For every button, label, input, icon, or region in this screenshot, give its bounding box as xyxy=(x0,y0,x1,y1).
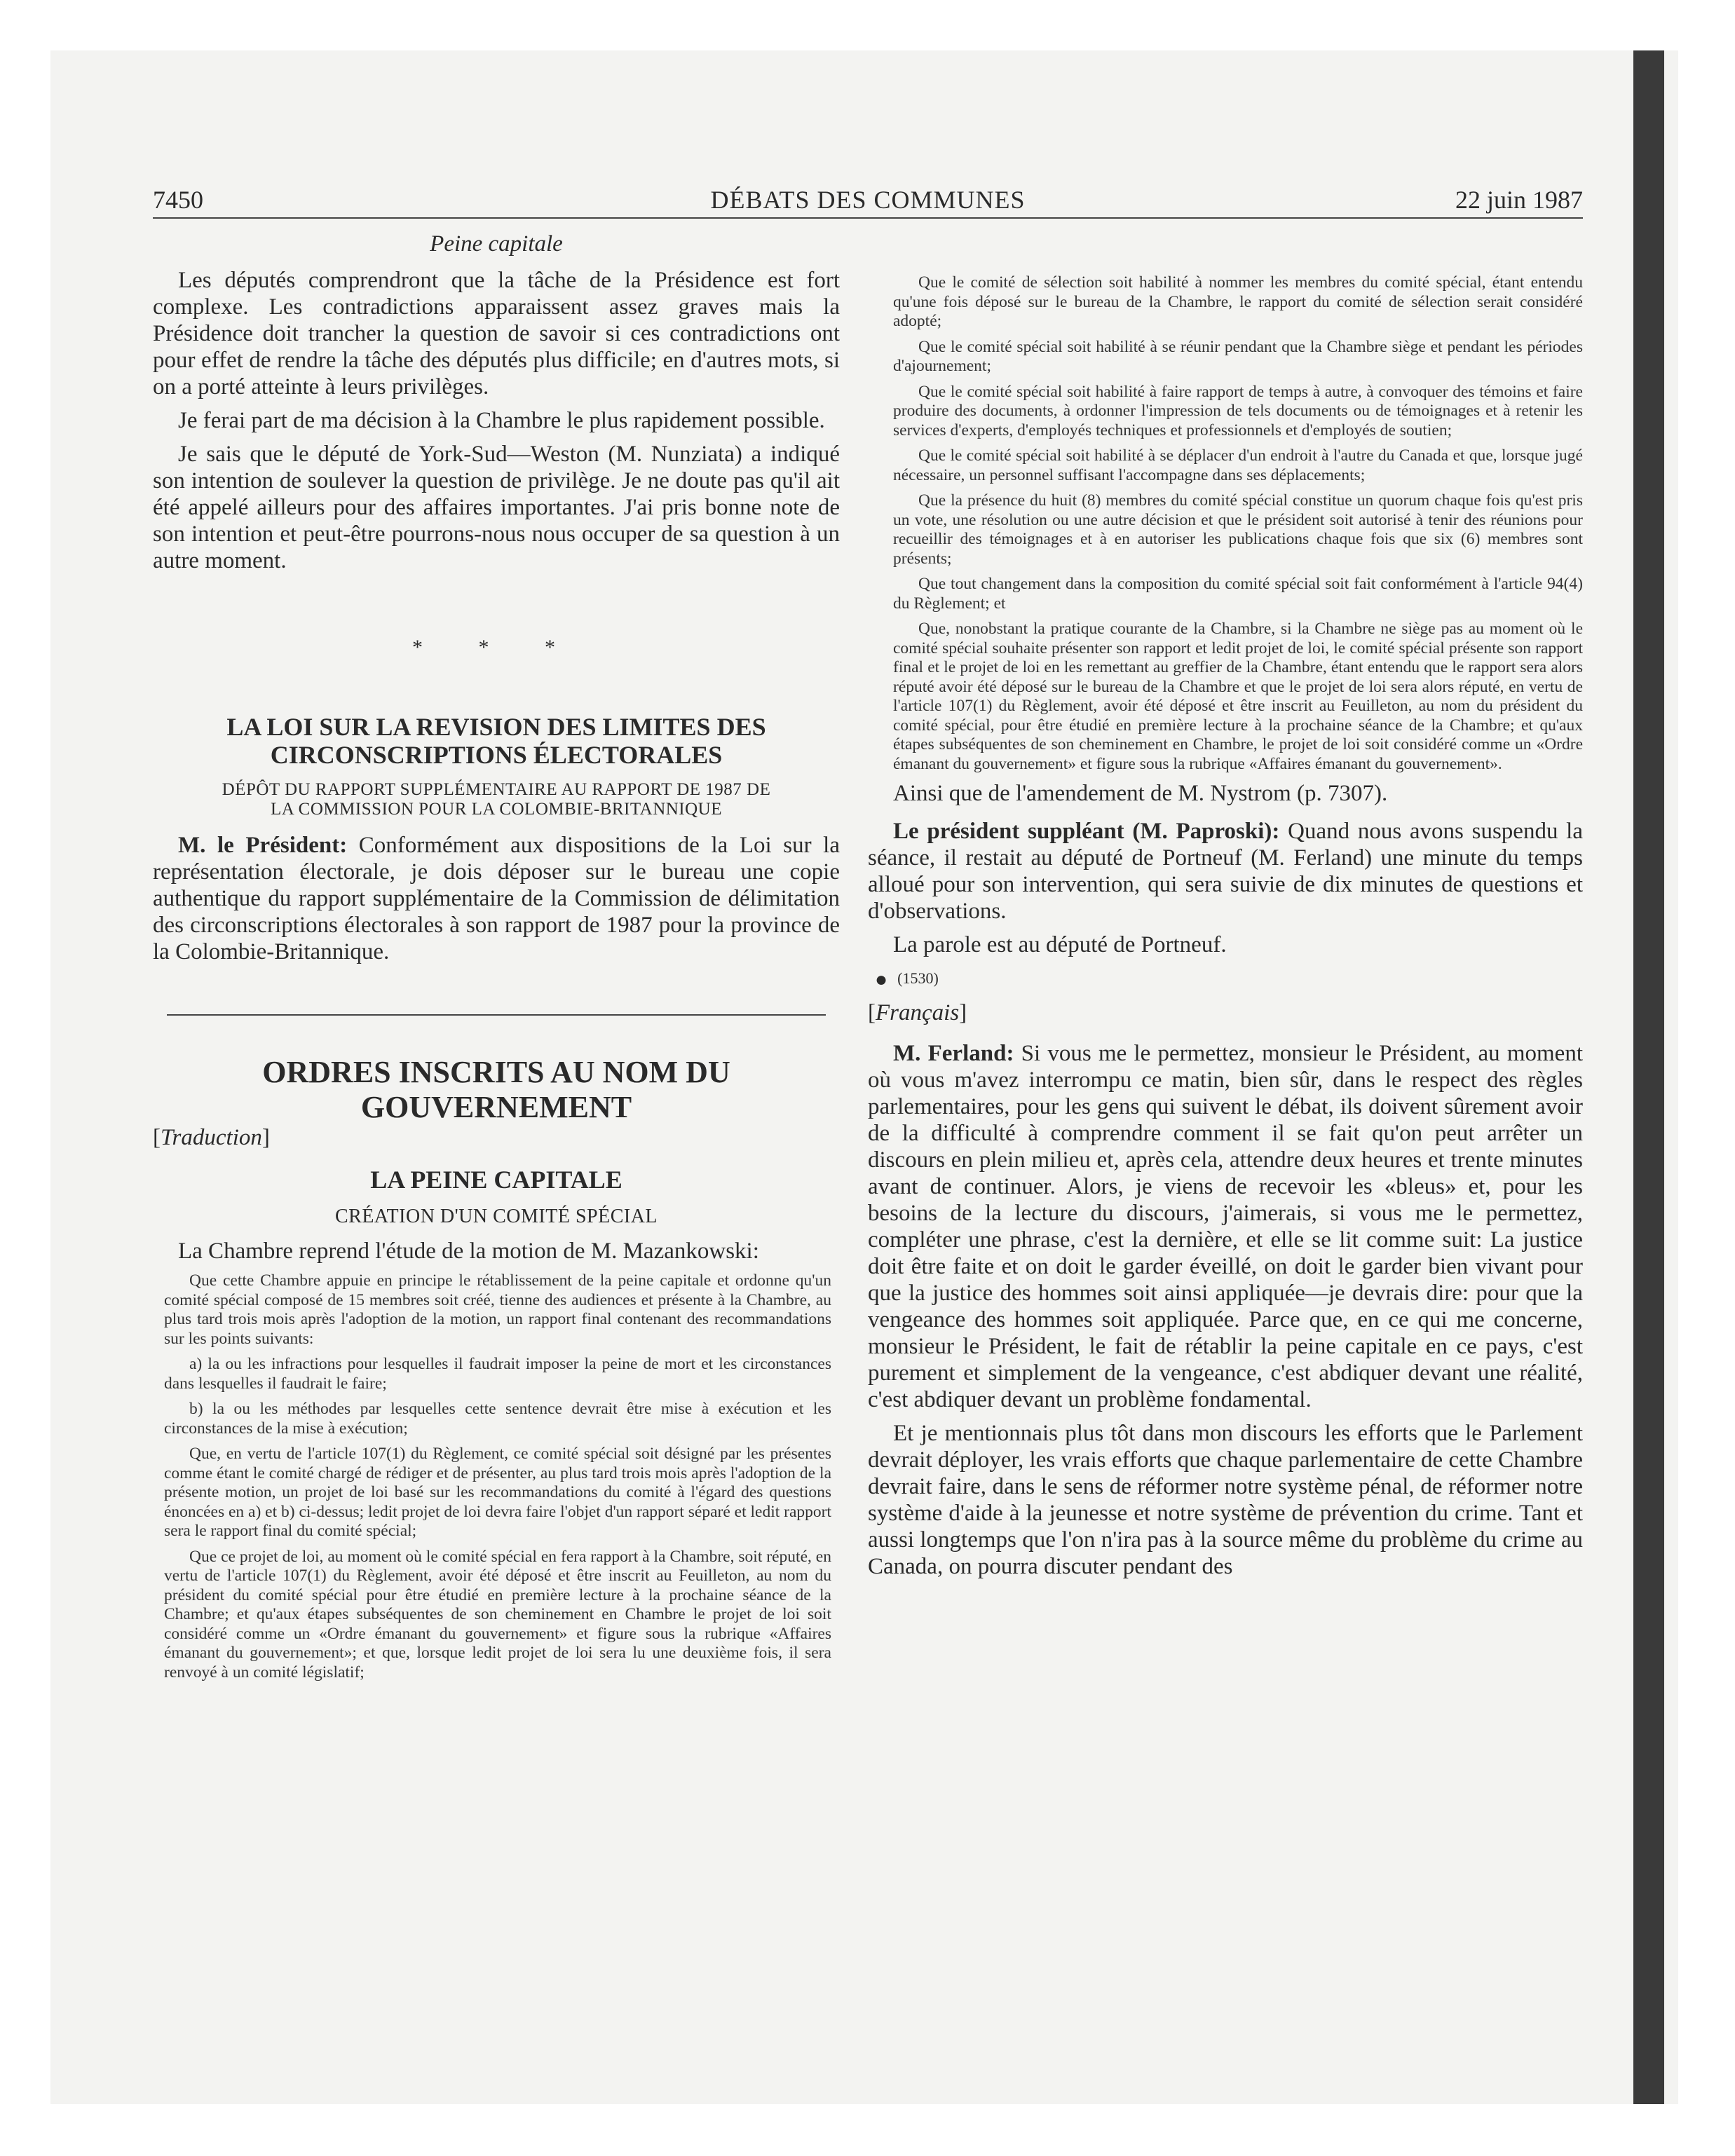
paragraph: Je sais que le député de York-Sud—Weston (M. Nunziata) a indiqué son intention de soulever la question de privilège. Je ne doute pas qu'il ait été appelé ailleurs pour des affaires importantes. J'ai pris bonne note de son intention et peut-être pourrons-nous nous occuper de sa question à un autre moment. xyxy=(153,442,840,573)
motion-clause: Que, nonobstant la pratique courante de la Chambre, si la Chambre ne siège pas au moment où le comité spécial souhaite présenter son rapport et ledit projet de loi, le comité spécial présente son rapport final et le projet de loi en les remettant au greffier de la Chambre, étant entendu que le rapport sera alors réputé avoir été déposé sur le bureau de la Chambre et que le projet de loi sera alors réputé, en vertu de l'article 107(1) du Règlement, avoir été déposé et être inscrit au Feuilleton, au nom du président du comité spécial, pour être étudié en première lecture à la prochaine séance de la Chambre; et qu'aux étapes subséquentes de son cheminement en Chambre, le projet de loi soit considéré comme un «Ordre émanant du gouvernement» et figure sous la rubrique «Affaires émanant du gouvernement». xyxy=(893,620,1583,773)
speech-text: Quand nous avons suspendu la séance, il restait au député de Portneuf (M. Ferland) une minute du temps alloué pour son intervention, qui sera suivie de dix minutes de questions et d'observations. xyxy=(868,819,1583,924)
journal-title: DÉBATS DES COMMUNES xyxy=(710,186,1026,214)
motion-clause: Que ce projet de loi, au moment où le comité spécial en fera rapport à la Chambre, soit réputé, en vertu de l'article 107(1) du Règlement, avoir été déposé et être inscrit au Feuilleton, au nom du président du comité spécial pour être étudié en première lecture à la prochaine séance de la Chambre; et qu'aux étapes subséquentes de son cheminement en Chambre le projet de loi soit considéré comme un «Ordre émanant du gouvernement» et figure sous la rubrique «Affaires émanant du gouvernement»; et que, lorsque ledit projet de loi sera lu une deuxième fois, il sera renvoyé à un comité législatif; xyxy=(164,1547,831,1681)
motion-clause: Que la présence du huit (8) membres du comité spécial constitue un quorum chaque fois qu'est pris un vote, une résolution ou une autre décision et que le président soit autorisé à tenir des réunions pour recueillir des témoignages et à en autoriser les publications chaque fois que six (6) membres sont présents; xyxy=(893,491,1583,568)
paragraph: La Chambre reprend l'étude de la motion de M. Mazankowski: xyxy=(178,1239,759,1264)
section-subheading: CRÉATION D'UN COMITÉ SPÉCIAL xyxy=(334,1206,658,1227)
time-marker: ● (1530) xyxy=(875,968,939,991)
paragraph: Et je mentionnais plus tôt dans mon discours les efforts que le Parlement devrait déployer, les vrais efforts que chaque parlementaire de cette Chambre devrait faire, dans le sens de réformer notre système pénal, de réformer notre système d'aide à la jeunesse et notre système de prévention du crime. Tant et aussi longtemps que l'on n'ira pas à la source même du problème du crime au Canada, on pourra discuter pendant des xyxy=(868,1421,1583,1579)
page-header xyxy=(153,184,1583,219)
motion-clause: Que tout changement dans la composition du comité spécial soit fait conformément à l'article 94(4) du Règlement; et xyxy=(893,575,1583,613)
speech-paragraph xyxy=(868,818,1583,925)
bullet-icon: ● xyxy=(875,968,888,991)
motion-clause: a) la ou les infractions pour lesquelles il faudrait imposer la peine de mort et les circonstances dans lesquelles il faudrait le faire; xyxy=(164,1355,831,1393)
speaker-name: Le président suppléant (M. Paproski): xyxy=(893,819,1280,844)
speaker-name: M. le Président: xyxy=(178,833,348,858)
subrubric-line-1: DÉPÔT DU RAPPORT SUPPLÉMENTAIRE AU RAPPORT DE 1987 DE xyxy=(222,780,771,799)
motion-clause: Que, en vertu de l'article 107(1) du Règlement, ce comité spécial soit désigné par les présentes comme étant le comité chargé de rédiger et de présenter, au plus tard trois mois après l'adoption de la présente motion, un projet de loi basé sur les recommandations du comité à l'égard des questions énoncées en a) et b) ci-dessus; ledit projet de loi devra faire l'objet d'un rapport séparé et ledit rapport sera le rapport final du comité spécial; xyxy=(164,1445,832,1540)
speech-paragraph xyxy=(868,1040,1583,1413)
issue-date: 22 juin 1987 xyxy=(1455,186,1583,214)
motion-clause: Que le comité spécial soit habilité à se déplacer d'un endroit à l'autre du Canada et que, lorsque jugé nécessaire, un personnel suffisant l'accompagne dans ses déplacements; xyxy=(893,446,1583,484)
motion-text xyxy=(153,1271,840,1682)
orders-heading-line-1: ORDRES INSCRITS AU NOM DU xyxy=(262,1055,730,1089)
running-head: Peine capitale xyxy=(430,231,563,257)
motion-clause: Que le comité de sélection soit habilité à nommer les membres du comité spécial, étant entendu qu'une fois déposé sur le bureau de la Chambre, le rapport du comité de sélection serait considéré adopté; xyxy=(893,273,1583,330)
language-tag: [Traduction] xyxy=(153,1125,270,1150)
right-column xyxy=(868,228,1583,1587)
left-column xyxy=(153,228,840,1688)
paragraph: Les députés comprendront que la tâche de la Présidence est fort complexe. Les contradictions apparaissent assez graves mais la Présidence doit trancher la question de savoir si ces contradictions ont pour effet de rendre la tâche des députés plus difficile; en d'autres mots, si on a porté atteinte à leurs privilèges. xyxy=(153,268,840,400)
rubric-title-line-2: CIRCONSCRIPTIONS ÉLECTORALES xyxy=(270,741,723,769)
motion-clause: Que le comité spécial soit habilité à se réunir pendant que la Chambre siège et pendant les périodes d'ajournement; xyxy=(893,337,1583,375)
motion-clause: b) la ou les méthodes par lesquelles cette sentence devrait être mise à exécution et les circonstances de la mise à exécution; xyxy=(164,1400,831,1438)
section-separator: * * * xyxy=(412,636,580,659)
paragraph: La parole est au député de Portneuf. xyxy=(893,932,1227,957)
rubric-title-line-1: LA LOI SUR LA REVISION DES LIMITES DES xyxy=(226,713,766,741)
subrubric xyxy=(153,780,840,819)
orders-heading-line-2: GOUVERNEMENT xyxy=(360,1090,632,1124)
motion-clause: Que le comité spécial soit habilité à faire rapport de temps à autre, à convoquer des témoins et faire produire des documents, à ordonner l'impression de tels documents ou de témoignages et à retenir les services d'experts, d'employés techniques et professionnels et d'employés de soutien; xyxy=(893,382,1583,439)
section-heading: LA PEINE CAPITALE xyxy=(370,1166,622,1194)
paragraph: Je ferai part de ma décision à la Chambre le plus rapidement possible. xyxy=(178,408,825,433)
page-number: 7450 xyxy=(153,186,203,214)
speech-text: Conformément aux dispositions de la Loi sur la représentation électorale, je dois déposer sur le bureau une copie authentique du rapport supplémentaire de la Commission de délimitation des circonscriptions électorales à son rapport de 1987 pour la province de la Colombie-Britannique. xyxy=(153,833,840,964)
language-tag: [Français] xyxy=(868,1000,967,1025)
motion-text-continued xyxy=(868,273,1583,774)
subrubric-line-2: LA COMMISSION POUR LA COLOMBIE-BRITANNIQUE xyxy=(270,800,723,819)
paragraph: Ainsi que de l'amendement de M. Nystrom (p. 7307). xyxy=(893,781,1388,806)
motion-clause: Que cette Chambre appuie en principe le rétablissement de la peine capitale et ordonne qu'un comité spécial composé de 15 membres soit créé, tienne des audiences et présente à la Chambre, au plus tard trois mois après l'adoption de la motion, un rapport final contenant des recommandations sur les points suivants: xyxy=(164,1271,831,1348)
speech-text: Si vous me le permettez, monsieur le Président, au moment où vous m'avez interrompu ce matin, bien sûr, dans le respect des règles parlementaires, pour les gens qui suivent le débat, ils doivent sûrement avoir de la difficulté à comprendre comment il se fait qu'on peut arrêter un discours en plein milieu et, après cela, attendre deux heures et trente minutes avant de continuer. Alors, je viens de recevoir les «bleus» et, pour les besoins de la lecture du discours, j'aimerais, si vous me le permettez, compléter une phrase, c'est la dernière, et elle se lit comme suit: La justice doit être faite et on doit le garder éveillé, on doit le garder bien vivant pour que la justice des hommes soit ainsi appliquée—je devrais dire: pour que la vengeance des hommes soit appliquée. Parce que, en ce qui me concerne, monsieur le Président, le fait de rétablir la peine capitale en ce pays, c'est purement et simplement de la vengeance, c'est abdiquer devant une réalité, c'est abdiquer devant un problème fondamental. xyxy=(868,1041,1583,1412)
speaker-name: M. Ferland: xyxy=(893,1041,1014,1066)
binding-edge xyxy=(1633,50,1664,2104)
speech-paragraph xyxy=(153,832,840,965)
horizontal-rule xyxy=(167,1014,826,1016)
